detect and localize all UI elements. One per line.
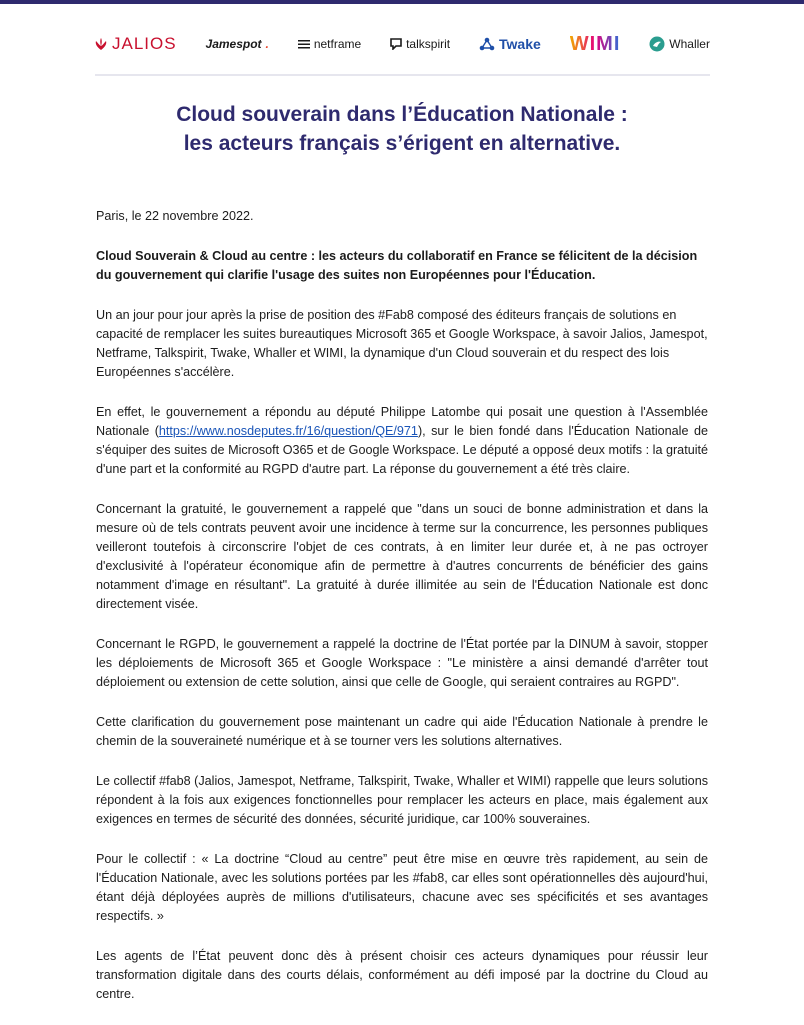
talkspirit-bubble-icon	[390, 38, 402, 50]
whaller-circle-icon	[649, 36, 665, 52]
lead-paragraph: Cloud Souverain & Cloud au centre : les acteurs du collaboratif en France se félicitent de la décision du gouvernement qui clarifie l'usage des suites non Européennes pour l'Éducation.	[96, 249, 698, 282]
paragraph-7: Pour le collectif : « La doctrine “Cloud au centre” peut être mise en œuvre très rapidement, au sein de l'Éducation Nationale, avec les solutions portées par les #fab8, car elles sont opérationnelles dès aujourd'hui, étant déjà déployées auprès de millions d'utilisateurs, chacune avec ses spécificités et ses avantages respectifs. »	[96, 852, 708, 923]
document-title	[80, 100, 724, 158]
wimi-logo-text: WIMI	[569, 32, 621, 55]
jamespot-logo-text: Jamespot	[205, 37, 262, 51]
title-line-2: les acteurs français s’érigent en alternative.	[183, 132, 621, 155]
jamespot-logo-dot: .	[265, 37, 269, 51]
paragraph-2	[96, 403, 708, 479]
wimi-logo	[570, 33, 621, 56]
twake-logo	[479, 36, 541, 52]
netframe-logo	[298, 37, 361, 51]
document-body	[96, 207, 708, 1025]
netframe-lines-icon	[298, 39, 310, 49]
twake-logo-text: Twake	[499, 36, 541, 52]
whaller-logo	[649, 36, 710, 52]
paragraph-2-text-after: ), sur le bien fondé dans l'Éducation Nationale de s'équiper des suites de Microsoft O365 et de Google Workspace. Le député a opposé deux motifs : la gratuité d'une part et la conformité au RGPD d'autre part. La réponse du gouvernement a été très claire.	[96, 424, 708, 476]
jalios-logo	[94, 34, 177, 54]
nosdeputes-link[interactable]: https://www.nosdeputes.fr/16/question/QE/971	[158, 424, 418, 438]
twake-hexagon-icon	[479, 37, 495, 51]
paragraph-8: Les agents de l’État peuvent donc dès à présent choisir ces acteurs dynamiques pour réussir leur transformation digitale dans des courts délais, conformément au défi imposé par la doctrine du Cloud au centre.	[96, 949, 708, 1001]
top-border	[0, 0, 804, 4]
paragraph-1: Un an jour pour jour après la prise de position des #Fab8 composé des éditeurs français de solutions en capacité de remplacer les suites bureautiques Microsoft 365 et Google Workspace, à savoir Jalios, Jamespot, Netframe, Talkspirit, Twake, Whaller et WIMI, la dynamique d'un Cloud souverain et du respect des lois Européennes s'accélère.	[96, 308, 708, 379]
paragraph-3: Concernant la gratuité, le gouvernement a rappelé que "dans un souci de bonne administration et dans la mesure où de tels contrats peuvent avoir une incidence à terme sur la concurrence, les personnes publiques veilleront toutefois à circonscrire l'objet de ces contrats, à en limiter leur durée et, à ne pas octroyer d'exclusivité à l'opérateur économique afin de permettre à d'autres concurrents de bénéficier des gains notamment d'image en résultant". La gratuité à durée illimitée au sein de l'Éducation Nationale est donc directement visée.	[96, 502, 708, 611]
dateline: Paris, le 22 novembre 2022.	[96, 209, 254, 223]
jalios-flower-icon	[94, 37, 108, 51]
paragraph-2-text-before: En effet, le gouvernement a répondu au député Philippe Latombe qui posait une question à l'Assemblée Nationale (	[96, 405, 708, 438]
talkspirit-logo-text: talkspirit	[406, 37, 451, 51]
jalios-logo-text: JALIOS	[112, 34, 177, 53]
paragraph-4: Concernant le RGPD, le gouvernement a rappelé la doctrine de l'État portée par la DINUM à savoir, stopper les déploiements de Microsoft 365 et Google Workspace : "Le ministère a ainsi demandé d'arrêter tout déploiement ou extension de cette solution, ainsi que celle de Google, qui seraient contraires au RGPD".	[96, 637, 708, 689]
netframe-logo-text: netframe	[313, 37, 362, 51]
header-divider	[95, 74, 710, 76]
whaller-logo-text: Whaller	[669, 37, 710, 51]
paragraph-5: Cette clarification du gouvernement pose maintenant un cadre qui aide l'Éducation Nationale à prendre le chemin de la souveraineté numérique et à se tourner vers les solutions alternatives.	[96, 715, 708, 748]
paragraph-6: Le collectif #fab8 (Jalios, Jamespot, Netframe, Talkspirit, Twake, Whaller et WIMI) rappelle que leurs solutions répondent à la fois aux exigences fonctionnelles pour remplacer les acteurs en place, mais également aux exigences en termes de sécurité des données, sécurité juridique, car 100% souveraines.	[96, 774, 708, 826]
partner-logos	[94, 30, 710, 58]
jamespot-logo	[206, 37, 269, 51]
talkspirit-logo	[390, 37, 450, 51]
title-line-1: Cloud souverain dans l’Éducation Nationale :	[176, 103, 628, 126]
